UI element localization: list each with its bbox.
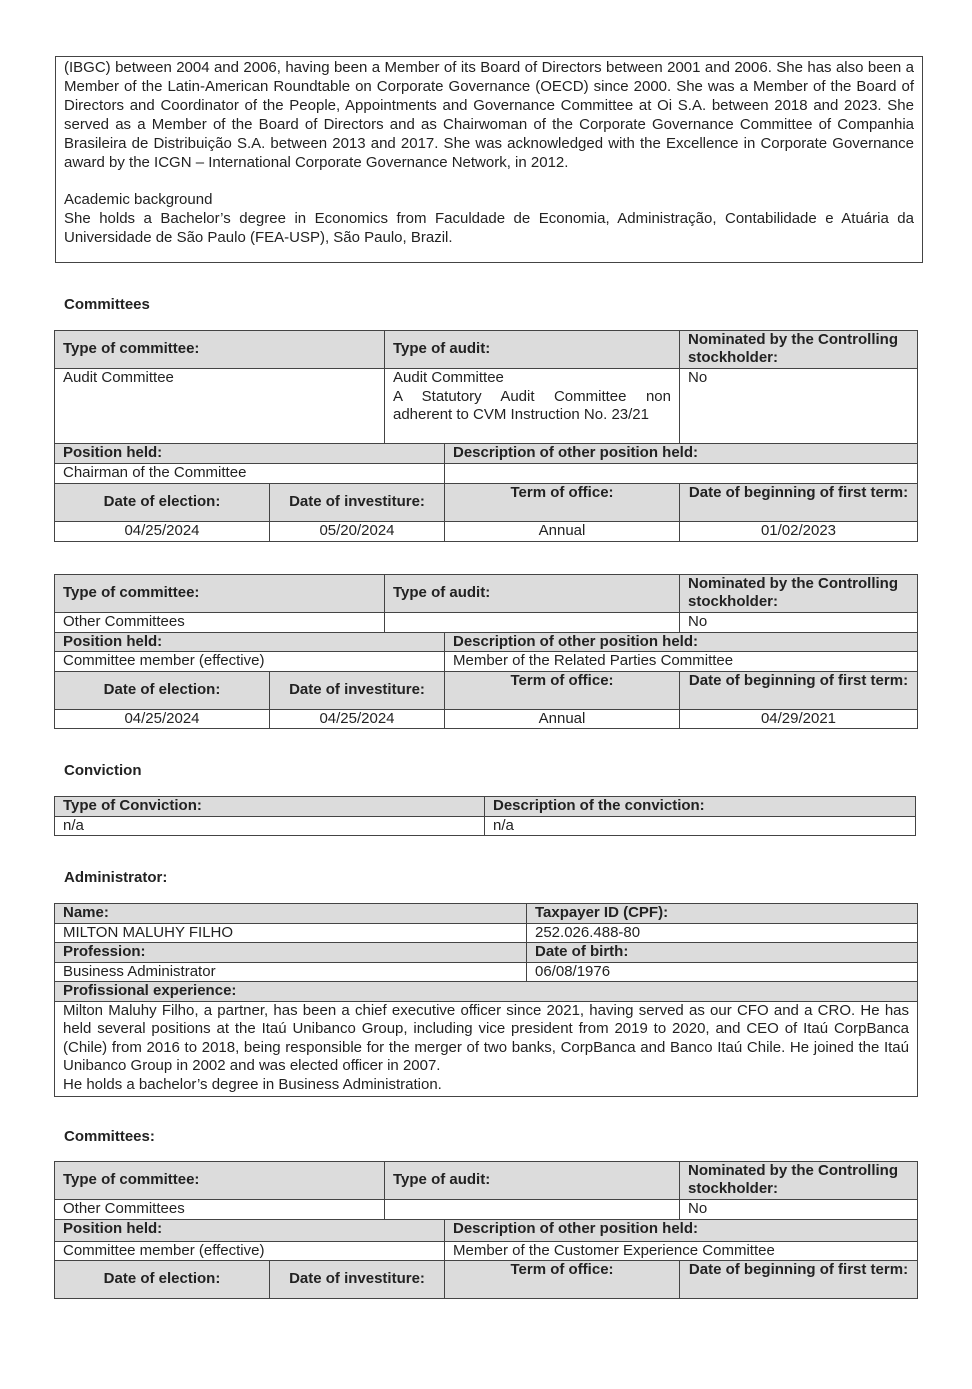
audit-type-value — [385, 1200, 680, 1220]
experience-paragraph-1: Milton Maluhy Filho, a partner, has been a chief executive officer since 2021, having served as our CFO and a CRO. He has held several positions at the Itaú Unibanco Group, including vice president from 2019 to 2020, and CEO of Itaú CorpBanca (Chile) from 2016 to 2018, being responsible for the merger of two banks, CorpBanca and Banco Itaú Chile. He joined the Itaú Unibanco Group in 2002 and was elected officer in 2007. — [63, 1001, 909, 1074]
label-type-of-committee: Type of committee: — [55, 1162, 385, 1200]
experience-paragraph-2: He holds a bachelor’s degree in Business Administration. — [63, 1075, 442, 1093]
label-date-election: Date of election: — [55, 671, 270, 709]
description-other-value: Member of the Related Parties Committee — [445, 652, 918, 672]
name-value: MILTON MALUHY FILHO — [55, 923, 527, 943]
term-value: Annual — [445, 521, 680, 541]
label-date-election: Date of election: — [55, 483, 270, 521]
first-term-value: 01/02/2023 — [680, 521, 918, 541]
label-term-office: Term of office: — [445, 483, 680, 521]
investiture-value: 04/25/2024 — [270, 709, 445, 729]
first-term-value: 04/29/2021 — [680, 709, 918, 729]
label-type-of-audit: Type of audit: — [385, 331, 680, 369]
label-date-investiture: Date of investiture: — [270, 483, 445, 521]
committee-type-value: Audit Committee — [55, 369, 385, 444]
label-position-held: Position held: — [55, 1219, 445, 1241]
academic-text: She holds a Bachelor’s degree in Economics from Faculdade de Economia, Administração, Contabilidade e Atuária da Universidade de São Paulo (FEA-USP), São Paulo, Brazil. — [64, 210, 914, 247]
label-nominated: Nominated by the Controlling stockholder: — [680, 1162, 918, 1200]
conviction-table — [54, 796, 916, 836]
label-name: Name: — [55, 904, 527, 924]
label-description-conviction: Description of the conviction: — [485, 797, 916, 817]
label-first-term: Date of beginning of first term: — [680, 671, 918, 709]
label-first-term: Date of beginning of first term: — [680, 483, 918, 521]
birth-value: 06/08/1976 — [527, 962, 918, 982]
academic-heading: Academic background — [64, 191, 213, 209]
audit-type-value — [385, 613, 680, 633]
description-other-value: Member of the Customer Experience Committee — [445, 1241, 918, 1261]
label-nominated: Nominated by the Controlling stockholder: — [680, 575, 918, 613]
administrator-table — [54, 903, 918, 1097]
committee-table-3 — [54, 1161, 918, 1299]
committee-type-value: Other Committees — [55, 613, 385, 633]
label-position-held: Position held: — [55, 444, 445, 464]
nominated-value: No — [680, 369, 918, 444]
conviction-type-value: n/a — [55, 816, 485, 836]
conviction-heading: Conviction — [64, 762, 142, 779]
bio-box — [55, 56, 923, 263]
label-term-office: Term of office: — [445, 1261, 680, 1299]
position-held-value: Committee member (effective) — [55, 1241, 445, 1261]
audit-type-line1: Audit Committee — [393, 369, 504, 386]
label-term-office: Term of office: — [445, 671, 680, 709]
election-value: 04/25/2024 — [55, 709, 270, 729]
audit-type-value — [385, 369, 680, 444]
label-first-term: Date of beginning of first term: — [680, 1261, 918, 1299]
label-type-of-committee: Type of committee: — [55, 331, 385, 369]
conviction-description-value: n/a — [485, 816, 916, 836]
label-date-birth: Date of birth: — [527, 943, 918, 963]
label-experience: Profissional experience: — [55, 982, 918, 1002]
label-profession: Profession: — [55, 943, 527, 963]
audit-type-line2: A Statutory Audit Committee non adherent to CVM Instruction No. 23/21 — [393, 387, 671, 423]
bio-paragraph: (IBGC) between 2004 and 2006, having been a Member of its Board of Directors between 2001 and 2006. She has also been a Member of the Latin-American Roundtable on Corporate Governance (OECD) since 2000. She was a Member of the Board of Directors and Coordinator of the People, Appointments and Governance Committee at Oi S.A. between 2018 and 2023. She served as a Member of the Board of Directors and as Chairwoman of the Corporate Governance Committee of Companhia Brasileira de Distribuição S.A. between 2013 and 2017. She was acknowledged with the Excellence in Corporate Governance award by the ICGN – International Corporate Governance Network, in 2012. — [64, 59, 914, 171]
election-value: 04/25/2024 — [55, 521, 270, 541]
label-description-other: Description of other position held: — [445, 632, 918, 652]
label-position-held: Position held: — [55, 632, 445, 652]
label-type-conviction: Type of Conviction: — [55, 797, 485, 817]
investiture-value: 05/20/2024 — [270, 521, 445, 541]
label-type-of-committee: Type of committee: — [55, 575, 385, 613]
description-other-value — [445, 463, 918, 483]
position-held-value: Chairman of the Committee — [55, 463, 445, 483]
term-value: Annual — [445, 709, 680, 729]
label-taxpayer: Taxpayer ID (CPF): — [527, 904, 918, 924]
experience-value — [55, 1001, 918, 1096]
label-date-investiture: Date of investiture: — [270, 671, 445, 709]
committee-table-1 — [54, 330, 918, 542]
committee-type-value: Other Committees — [55, 1200, 385, 1220]
label-description-other: Description of other position held: — [445, 444, 918, 464]
label-type-of-audit: Type of audit: — [385, 1162, 680, 1200]
label-date-election: Date of election: — [55, 1261, 270, 1299]
profession-value: Business Administrator — [55, 962, 527, 982]
label-nominated: Nominated by the Controlling stockholder: — [680, 331, 918, 369]
label-description-other: Description of other position held: — [445, 1219, 918, 1241]
committee-table-2 — [54, 574, 918, 729]
label-type-of-audit: Type of audit: — [385, 575, 680, 613]
committees-heading: Committees — [64, 296, 150, 313]
committees2-heading: Committees: — [64, 1128, 155, 1145]
nominated-value: No — [680, 1200, 918, 1220]
label-date-investiture: Date of investiture: — [270, 1261, 445, 1299]
nominated-value: No — [680, 613, 918, 633]
cpf-value: 252.026.488-80 — [527, 923, 918, 943]
position-held-value: Committee member (effective) — [55, 652, 445, 672]
administrator-heading: Administrator: — [64, 869, 168, 886]
